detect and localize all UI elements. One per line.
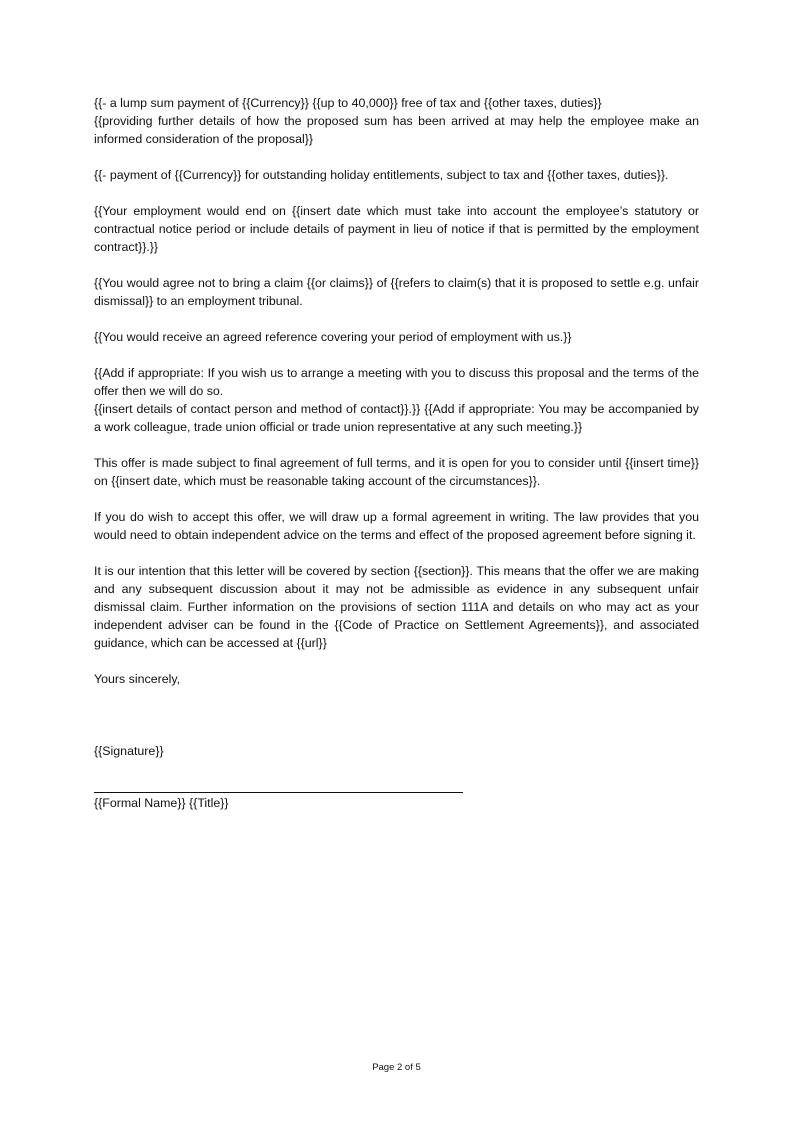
- paragraph-line: If you do wish to accept this offer, we will draw up a formal agreement in writing. The law provides that you would need to obtain independent advice on the terms and effect of the proposed agreement before signing it.: [94, 510, 699, 542]
- paragraph-line: {{You would receive an agreed reference covering your period of employment with us.}}: [94, 330, 572, 344]
- paragraph-line: {{Your employment would end on {{insert date which must take into account the employee’s statutory or contractual notice period or include details of payment in lieu of notice if that is permitted by the employment contract}}.}}: [94, 204, 699, 254]
- paragraph-no-claim: [94, 274, 699, 310]
- formal-name-title: {{Formal Name}} {{Title}}: [94, 796, 229, 810]
- paragraph-holiday-payment: [94, 166, 699, 184]
- paragraph-meeting: [94, 364, 699, 436]
- signature-spacer: [94, 760, 699, 792]
- paragraph-formal-agreement: [94, 508, 699, 544]
- paragraph-line: {{You would agree not to bring a claim {{or claims}} of {{refers to claim(s) that it is proposed to settle e.g. unfair dismissal}} to an employment tribunal.: [94, 276, 699, 308]
- signature-placeholder: {{Signature}}: [94, 744, 164, 758]
- paragraph-line: {{providing further details of how the proposed sum has been arrived at may help the employee make an informed consideration of the proposal}}: [94, 114, 699, 146]
- paragraph-employment-end: [94, 202, 699, 256]
- paragraph-line: {{- payment of {{Currency}} for outstanding holiday entitlements, subject to tax and {{other taxes, duties}}.: [94, 168, 669, 182]
- closing-salutation: Yours sincerely,: [94, 672, 181, 686]
- paragraph-line: This offer is made subject to final agreement of full terms, and it is open for you to consider until {{insert time}} on {{insert date, which must be reasonable taking account of the circumstances}}.: [94, 456, 699, 488]
- signature-line: [94, 792, 463, 793]
- paragraph-line: It is our intention that this letter will be covered by section {{section}}. This means that the offer we are making and any subsequent discussion about it may not be admissible as evidence in any subsequent unfair dismissal claim. Further information on the provisions of section 111A and details on who may act as your independent adviser can be found in the {{Code of Practice on Settlement Agreements}}, and associated guidance, which can be accessed at {{url}}: [94, 564, 699, 650]
- signature-spacer: [94, 706, 699, 742]
- paragraph-lump-sum: [94, 94, 699, 148]
- paragraph-line: {{- a lump sum payment of {{Currency}} {{up to 40,000}} free of tax and {{other taxes, duties}}: [94, 96, 602, 110]
- paragraph-reference: [94, 328, 699, 346]
- letter-body: [94, 94, 699, 812]
- paragraph-section-coverage: [94, 562, 699, 652]
- paragraph-offer-terms: [94, 454, 699, 490]
- paragraph-line: {{Add if appropriate: If you wish us to arrange a meeting with you to discuss this proposal and the terms of the offer then we will do so.: [94, 366, 699, 398]
- page-number-footer: Page 2 of 5: [372, 1062, 421, 1073]
- paragraph-line: {{insert details of contact person and method of contact}}.}} {{Add if appropriate: You may be accompanied by a work colleague, trade union official or trade union representative at any such meeting.}}: [94, 402, 699, 434]
